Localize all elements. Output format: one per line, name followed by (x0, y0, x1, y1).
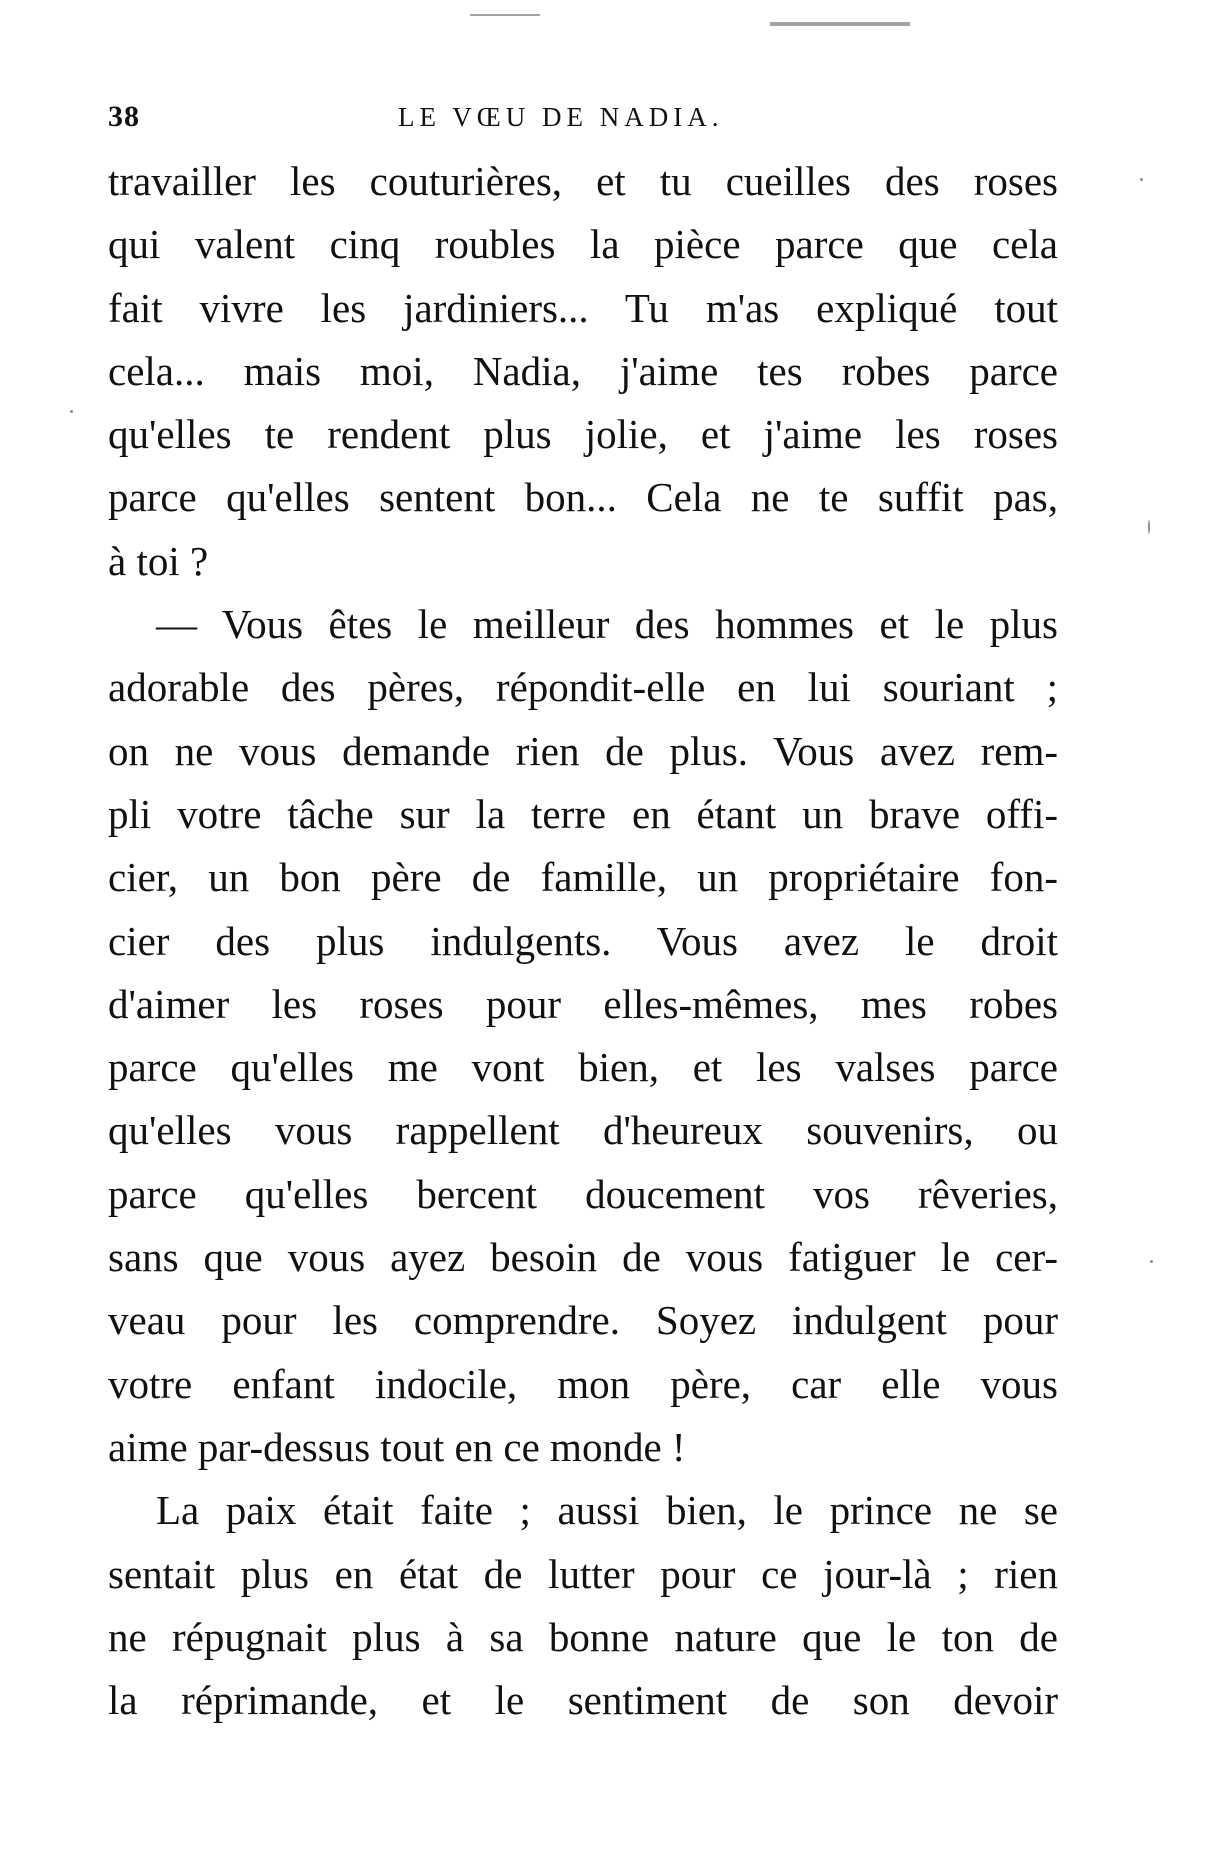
scan-speck (70, 410, 73, 413)
text-line: — Vous êtes le meilleur des hommes et le plus (156, 601, 1058, 648)
scan-speck (1150, 1260, 1153, 1263)
text-line: d'aimer les roses pour elles-mêmes, mes robes (108, 980, 1058, 1027)
text-line: qu'elles vous rappellent d'heureux souvenirs, ou (108, 1107, 1058, 1154)
body-text (108, 150, 1058, 1732)
text-line: parce qu'elles sentent bon... Cela ne te suffit pas, (108, 474, 1058, 521)
text-line: travailler les couturières, et tu cueilles des roses (108, 158, 1058, 204)
text-line: aime par-dessus tout en ce monde ! (108, 1423, 686, 1470)
scan-artifact (470, 14, 540, 16)
text-line: parce qu'elles bercent doucement vos rêveries, (108, 1170, 1058, 1217)
text-line: fait vivre les jardiniers... Tu m'as expliqué tout (108, 284, 1058, 331)
text-line: parce qu'elles me vont bien, et les valses parce (108, 1044, 1058, 1091)
text-line: veau pour les comprendre. Soyez indulgent pour (108, 1297, 1058, 1344)
text-line: qu'elles te rendent plus jolie, et j'aime les roses (108, 411, 1058, 458)
text-line: la réprimande, et le sentiment de son devoir (108, 1677, 1058, 1724)
scan-speck (1140, 178, 1143, 181)
text-line: cela... mais moi, Nadia, j'aime tes robes parce (108, 347, 1058, 394)
text-line: pli votre tâche sur la terre en étant un brave offi- (108, 790, 1058, 837)
text-line: adorable des pères, répondit-elle en lui souriant ; (108, 664, 1058, 711)
page-number: 38 (108, 100, 140, 133)
running-title: LE VŒU DE NADIA. (398, 102, 724, 132)
text-line: à toi ? (108, 537, 209, 584)
text-line: sentait plus en état de lutter pour ce jour-là ; rien (108, 1550, 1058, 1597)
text-line: ne répugnait plus à sa bonne nature que le ton de (108, 1613, 1058, 1660)
text-line: La paix était faite ; aussi bien, le prince ne se (156, 1487, 1058, 1534)
text-line: cier des plus indulgents. Vous avez le droit (108, 917, 1058, 964)
scan-speck (1148, 520, 1150, 534)
text-line: votre enfant indocile, mon père, car elle vous (108, 1360, 1058, 1407)
text-line: on ne vous demande rien de plus. Vous avez rem- (108, 727, 1058, 774)
text-line: qui valent cinq roubles la pièce parce que cela (108, 221, 1058, 268)
text-line: sans que vous ayez besoin de vous fatiguer le cer- (108, 1234, 1058, 1281)
page-header (108, 100, 1058, 140)
scan-artifact (770, 22, 910, 26)
text-line: cier, un bon père de famille, un propriétaire fon- (108, 854, 1058, 901)
